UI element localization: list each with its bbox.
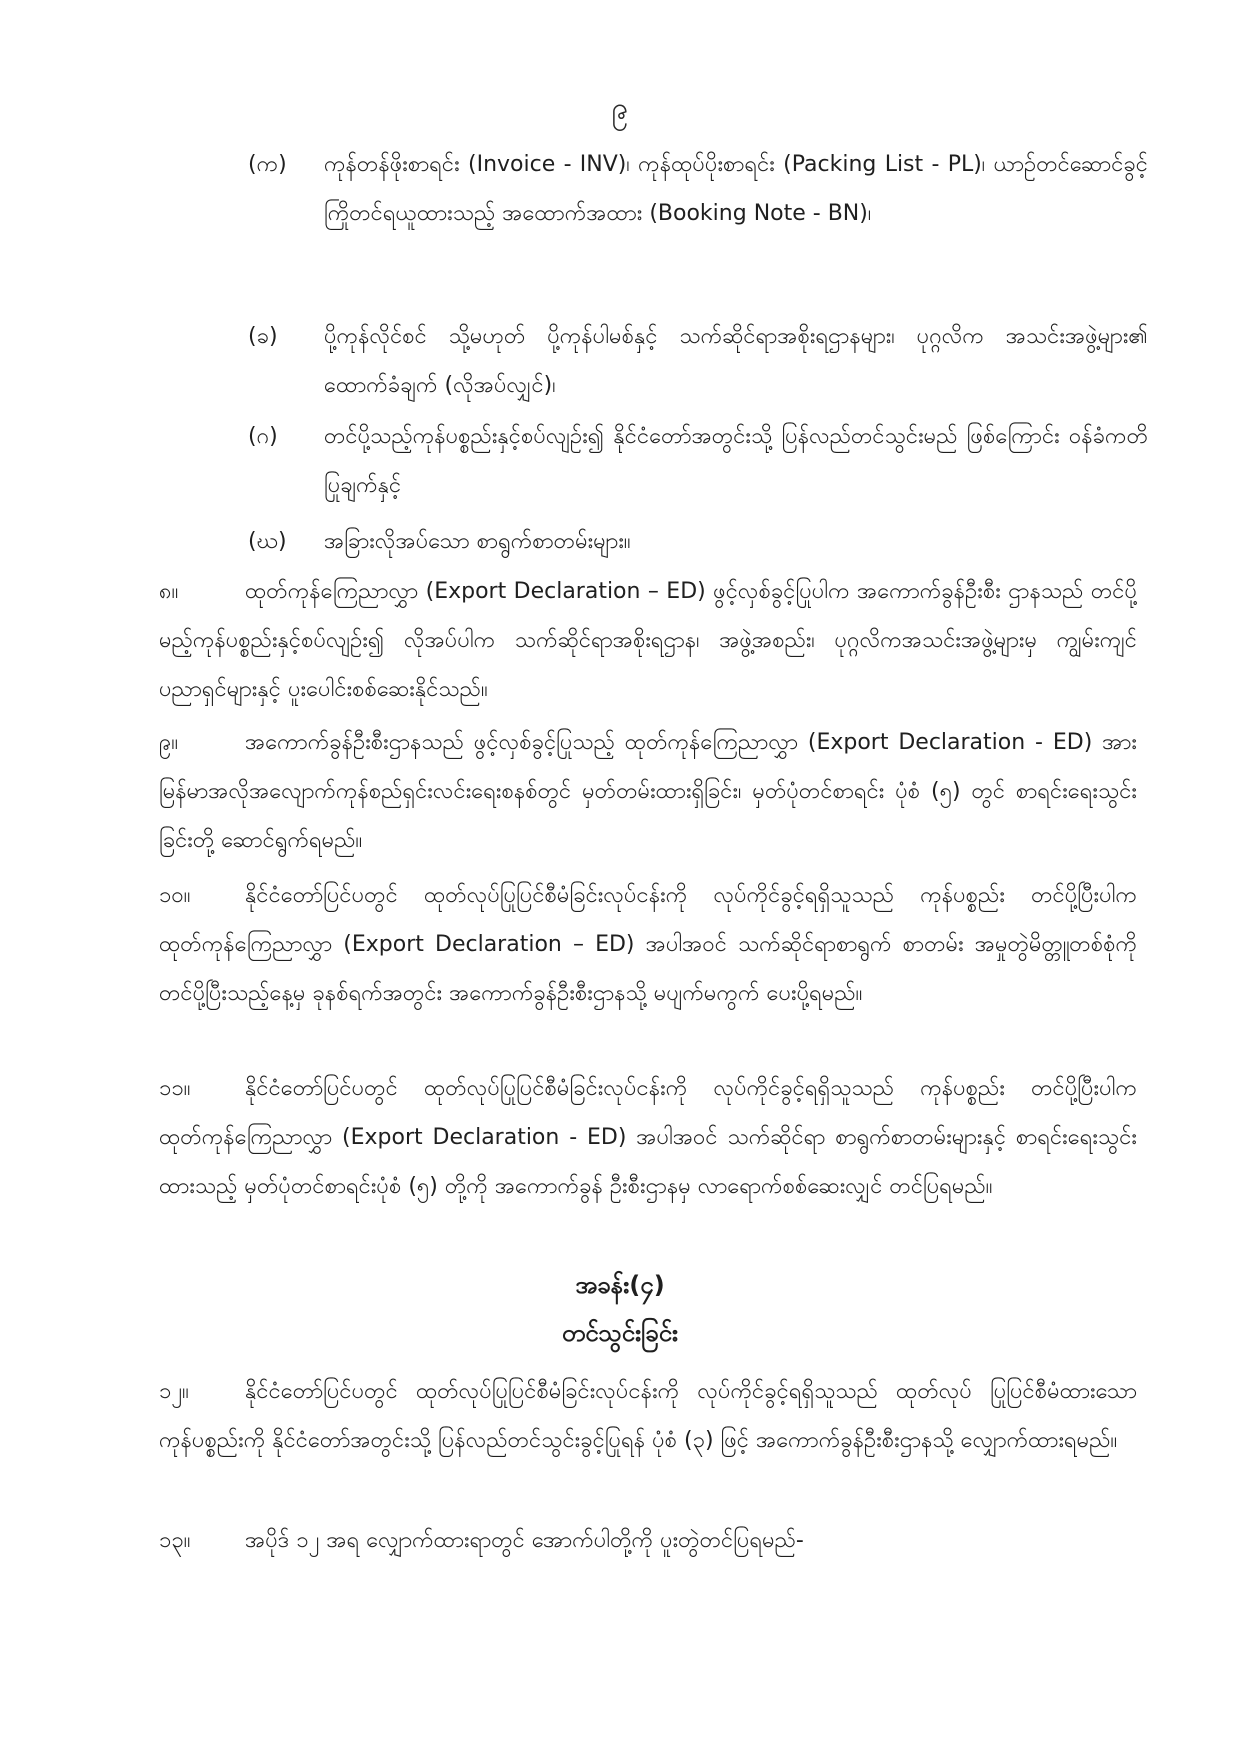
paragraph-text: နိုင်ငံတော်ပြင်ပတွင် ထုတ်လုပ်ပြုပြင်စီမံခြင်းလုပ်ငန်းကို လုပ်ကိုင်ခွင့်ရရှိသူသည် ကုန်ပစ္စည်း တင်ပို့ပြီးပါက ထုတ်ကုန်ကြေညာလွှာ (Export Declaration - ED) အပါအဝင် သက်ဆိုင်ရာ စာရွက်စာတမ်းများနှင့် စာရင်းရေးသွင်းထားသည့် မှတ်ပုံတင်စာရင်းပုံစံ (၅) တို့ကို အကောက်ခွန် ဦးစီးဌာနမှ လာရောက်စစ်ဆေးလျှင် တင်ပြရမည်။ [159,1076,1137,1199]
list-item-text: တင်ပို့သည့်ကုန်ပစ္စည်းနှင့်စပ်လျဉ်း၍ နိုင်ငံတော်အတွင်းသို့ ပြန်လည်တင်သွင်းမည် ဖြစ်ကြောင်း ဝန်ခံကတိပြုချက်နှင့် [324,424,1148,498]
list-item-marker: (ဃ) [248,529,287,554]
page-number: ၉ [611,91,629,126]
paragraph-11 [159,1064,1137,1211]
list-item-kha [248,312,1148,410]
paragraph-text: နိုင်ငံတော်ပြင်ပတွင် ထုတ်လုပ်ပြုပြင်စီမံခြင်းလုပ်ငန်းကို လုပ်ကိုင်ခွင့်ရရှိသူသည် ကုန်ပစ္စည်း တင်ပို့ပြီးပါက ထုတ်ကုန်ကြေညာလွှာ (Export Declaration – ED) အပါအဝင် သက်ဆိုင်ရာစာရွက် စာတမ်း အမှုတွဲမိတ္တူတစ်စုံကို တင်ပို့ပြီးသည့်နေ့မှ ခုနစ်ရက်အတွင်း အကောက်ခွန်ဦးစီးဌာနသို့ မပျက်မကွက် ပေးပို့ရမည်။ [159,883,1137,1006]
paragraph-12 [159,1367,1137,1465]
list-item-marker: (က) [248,152,287,177]
paragraph-8 [159,567,1137,714]
chapter-number: အခန်း(၄) [575,1271,665,1299]
list-item-ga [248,412,1148,510]
paragraph-number: ၉။ [159,730,179,755]
paragraph-number: ၁၀။ [159,883,191,908]
paragraph-text: အပိုဒ် ၁၂ အရ လျှောက်ထားရာတွင် အောက်ပါတို့ကို ပူးတွဲတင်ပြရမည်- [245,1528,804,1553]
list-item-text: အခြားလိုအပ်သော စာရွက်စာတမ်းများ။ [324,529,631,554]
list-item-gha [248,517,1148,566]
list-item-text: ပို့ကုန်လိုင်စင် သို့မဟုတ် ပို့ကုန်ပါမစ်နှင့် သက်ဆိုင်ရာအစိုးရဌာနများ၊ ပုဂ္ဂလိက အသင်းအဖွဲ့များ၏ ထောက်ခံချက် (လိုအပ်လျှင်)၊ [324,324,1148,398]
list-item-marker: (ခ) [248,324,278,349]
paragraph-9 [159,718,1137,865]
list-item-ka [248,140,1148,238]
paragraph-text: ထုတ်ကုန်ကြေညာလွှာ (Export Declaration – ED) ဖွင့်လှစ်ခွင့်ပြုပါက အကောက်ခွန်ဦးစီး ဌာနသည် တင်ပို့မည့်ကုန်ပစ္စည်းနှင့်စပ်လျဉ်း၍ လိုအပ်ပါက သက်ဆိုင်ရာအစိုးရဌာန၊ အဖွဲ့အစည်း၊ ပုဂ္ဂလိကအသင်းအဖွဲ့များမှ ကျွမ်းကျင်ပညာရှင်များနှင့် ပူးပေါင်းစစ်ဆေးနိုင်သည်။ [159,579,1137,702]
paragraph-number: ၈။ [159,579,179,604]
paragraph-number: ၁၂။ [159,1379,189,1404]
chapter-title: တင်သွင်းခြင်း [561,1319,679,1347]
paragraph-text: အကောက်ခွန်ဦးစီးဌာနသည် ဖွင့်လှစ်ခွင့်ပြုသည့် ထုတ်ကုန်ကြေညာလွှာ (Export Declaration - ED) အား မြန်မာအလိုအလျောက်ကုန်စည်ရှင်းလင်းရေးစနစ်တွင် မှတ်တမ်းထားရှိခြင်း၊ မှတ်ပုံတင်စာရင်း ပုံစံ (၅) တွင် စာရင်းရေးသွင်းခြင်းတို့ ဆောင်ရွက်ရမည်။ [159,730,1137,853]
paragraph-13 [159,1516,1137,1565]
paragraph-10 [159,871,1137,1018]
paragraph-number: ၁၃။ [159,1528,191,1553]
paragraph-number: ၁၁။ [159,1076,191,1101]
list-item-marker: (ဂ) [248,424,278,449]
paragraph-text: နိုင်ငံတော်ပြင်ပတွင် ထုတ်လုပ်ပြုပြင်စီမံခြင်းလုပ်ငန်းကို လုပ်ကိုင်ခွင့်ရရှိသူသည် ထုတ်လုပ် ပြုပြင်စီမံထားသောကုန်ပစ္စည်းကို နိုင်ငံတော်အတွင်းသို့ ပြန်လည်တင်သွင်းခွင့်ပြုရန် ပုံစံ (၃) ဖြင့် အကောက်ခွန်ဦးစီးဌာနသို့ လျှောက်ထားရမည်။ [159,1379,1137,1453]
list-item-text: ကုန်တန်ဖိုးစာရင်း (Invoice - INV)၊ ကုန်ထုပ်ပိုးစာရင်း (Packing List - PL)၊ ယာဉ်တင်ဆောင်ခွင့် ကြိုတင်ရယူထားသည့် အထောက်အထား (Booking Note - BN)၊ [324,152,1148,226]
